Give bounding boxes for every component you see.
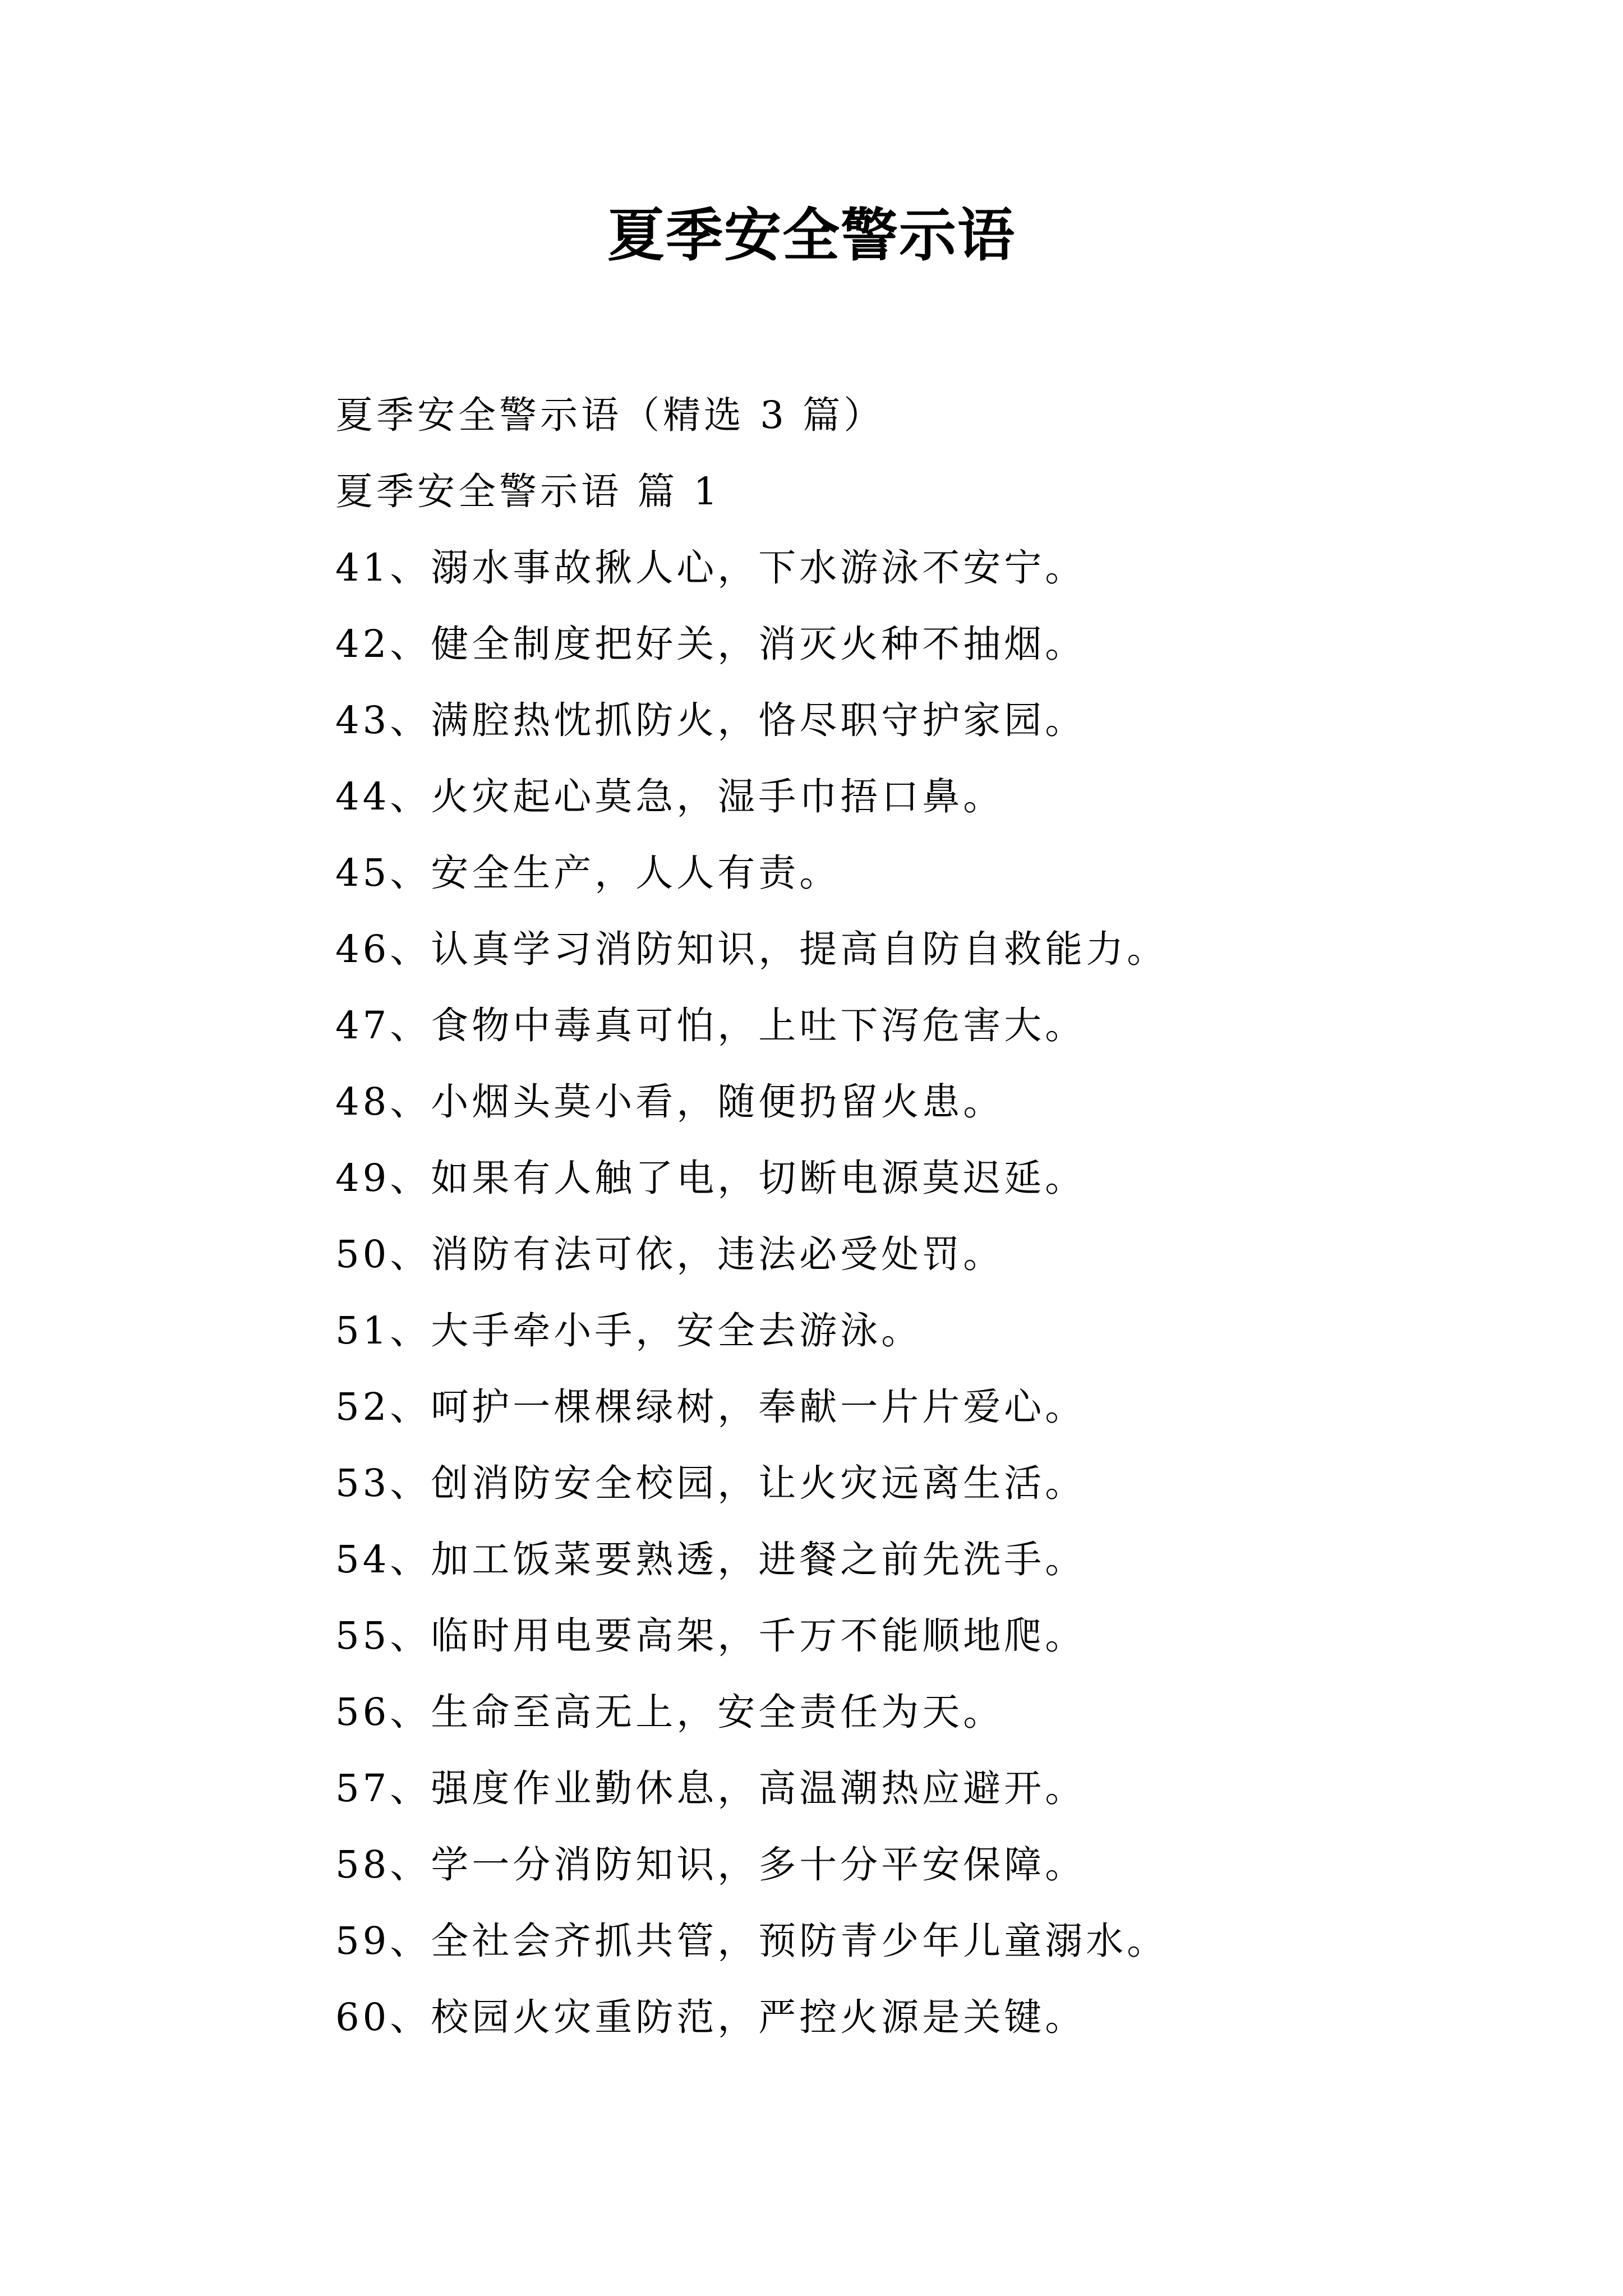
list-item: 44、火灾起心莫急，湿手巾捂口鼻。 bbox=[335, 775, 1004, 818]
list-item: 55、临时用电要高架，千万不能顺地爬。 bbox=[335, 1614, 1086, 1658]
list-item: 43、满腔热忱抓防火，恪尽职守护家园。 bbox=[335, 698, 1086, 742]
list-item: 47、食物中毒真可怕，上吐下泻危害大。 bbox=[335, 1004, 1086, 1047]
list-item: 50、消防有法可依，违法必受处罚。 bbox=[335, 1232, 1004, 1276]
list-item: 52、呵护一棵棵绿树，奉献一片片爱心。 bbox=[335, 1385, 1086, 1429]
list-item: 54、加工饭菜要熟透，进餐之前先洗手。 bbox=[335, 1538, 1086, 1581]
list-item: 57、强度作业勤休息，高温潮热应避开。 bbox=[335, 1766, 1086, 1810]
document-subtitle: 夏季安全警示语（精选 3 篇） bbox=[335, 393, 885, 437]
list-item: 48、小烟头莫小看，随便扔留火患。 bbox=[335, 1080, 1004, 1124]
document-title: 夏季安全警示语 bbox=[607, 202, 1016, 269]
list-item: 46、认真学习消防知识，提高自防自救能力。 bbox=[335, 927, 1168, 971]
slogan-list bbox=[335, 530, 1513, 2055]
list-item: 45、安全生产，人人有责。 bbox=[335, 851, 841, 895]
list-item: 42、健全制度把好关，消灭火种不抽烟。 bbox=[335, 622, 1086, 666]
list-item: 60、校园火灾重防范，严控火源是关键。 bbox=[335, 1995, 1086, 2039]
section-heading: 夏季安全警示语 篇 1 bbox=[335, 470, 721, 513]
list-item: 59、全社会齐抓共管，预防青少年儿童溺水。 bbox=[335, 1919, 1168, 1963]
list-item: 58、学一分消防知识，多十分平安保障。 bbox=[335, 1843, 1086, 1887]
list-item: 51、大手牵小手，安全去游泳。 bbox=[335, 1309, 923, 1352]
list-item: 41、溺水事故揪人心，下水游泳不安宁。 bbox=[335, 546, 1086, 590]
list-item: 56、生命至高无上，安全责任为天。 bbox=[335, 1690, 1004, 1734]
document-body bbox=[335, 377, 1513, 2055]
list-item: 49、如果有人触了电，切断电源莫迟延。 bbox=[335, 1156, 1086, 1200]
list-item: 53、创消防安全校园，让火灾远离生活。 bbox=[335, 1461, 1086, 1505]
